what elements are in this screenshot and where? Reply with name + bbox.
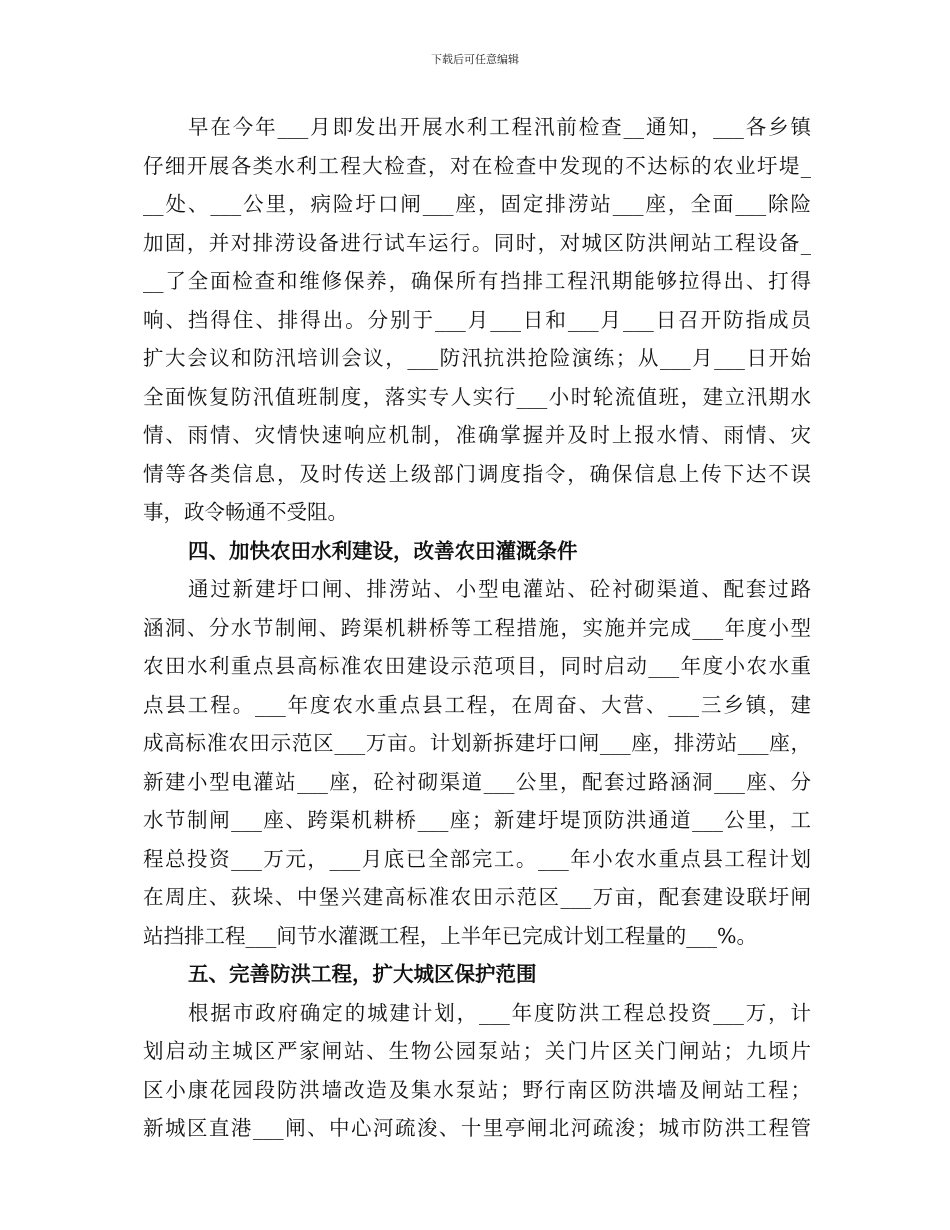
text-line: 全面恢复防汛值班制度，落实专人实行___小时轮流值班，建立汛期水 <box>143 384 811 409</box>
text-line: 在周庄、荻垛、中堡兴建高标准农田示范区___万亩，配套建设联圩闸 <box>143 885 811 909</box>
text-line: 通过新建圩口闸、排涝站、小型电灌站、砼衬砌渠道、配套过路 <box>188 577 811 601</box>
text-line: 情等各类信息，及时传送上级部门调度指令，确保信息上传下达不误 <box>143 461 811 486</box>
text-line: 水节制闸___座、跨渠机耕桥___座；新建圩堤顶防洪通道___公里，工 <box>143 808 811 832</box>
text-line: 农田水利重点县高标准农田建设示范项目，同时启动___年度小农水重 <box>143 654 811 678</box>
document-body <box>143 108 811 1148</box>
text-line: 事，政令畅通不受阻。 <box>143 500 348 524</box>
text-line: 涵洞、分水节制闸、跨渠机耕桥等工程措施，实施并完成___年度小型 <box>143 615 811 640</box>
text-line: 根据市政府确定的城建计划，___年度防洪工程总投资___万，计 <box>188 1000 811 1025</box>
page-header: 下载后可任意编辑 <box>431 53 519 66</box>
text-line: __处、___公里，病险圩口闸___座，固定排涝站___座，全面___除险 <box>143 192 811 216</box>
section-heading-flood-control: 五、完善防洪工程，扩大城区保护范围 <box>188 962 537 986</box>
text-line: 扩大会议和防汛培训会议，___防汛抗洪抢险演练；从___月___日开始 <box>143 346 811 370</box>
text-line: 新建小型电灌站___座，砼衬砌渠道___公里，配套过路涵洞___座、分 <box>143 769 811 794</box>
text-line: 加固，并对排涝设备进行试车运行。同时，对城区防洪闸站工程设备_ <box>143 230 811 255</box>
text-line: 早在今年___月即发出开展水利工程汛前检查__通知，___各乡镇 <box>188 115 811 139</box>
text-line: 成高标准农田示范区___万亩。计划新拆建圩口闸___座，排涝站___座， <box>143 731 811 755</box>
text-line: 新城区直港___闸、中心河疏浚、十里亭闸北河疏浚；城市防洪工程管 <box>143 1116 811 1140</box>
text-line: 点县工程。___年度农水重点县工程，在周奋、大营、___三乡镇，建 <box>143 692 811 717</box>
text-line: __了全面检查和维修保养，确保所有挡排工程汛期能够拉得出、打得 <box>143 269 811 293</box>
text-line: 站挡排工程___间节水灌溉工程，上半年已完成计划工程量的___%。 <box>143 923 757 948</box>
text-line: 响、挡得住、排得出。分别于___月___日和___月___日召开防指成员 <box>143 307 811 332</box>
paragraph-flood-inspection <box>143 108 811 532</box>
text-line: 情、雨情、灾情快速响应机制，准确掌握并及时上报水情、雨情、灾 <box>143 423 811 447</box>
section-heading-farmland: 四、加快农田水利建设，改善农田灌溉条件 <box>188 538 578 563</box>
paragraph-farmland-irrigation <box>143 570 811 955</box>
text-line: 划启动主城区严家闸站、生物公园泵站；关门片区关门闸站；九顷片 <box>143 1039 811 1063</box>
paragraph-flood-control <box>143 994 811 1148</box>
text-line: 区小康花园段防洪墙改造及集水泵站；野行南区防洪墙及闸站工程； <box>143 1077 811 1102</box>
text-line: 程总投资___万元，___月底已全部完工。___年小农水重点县工程计划 <box>143 846 811 871</box>
text-line: 仔细开展各类水利工程大检查，对在检查中发现的不达标的农业圩堤_ <box>143 153 811 178</box>
